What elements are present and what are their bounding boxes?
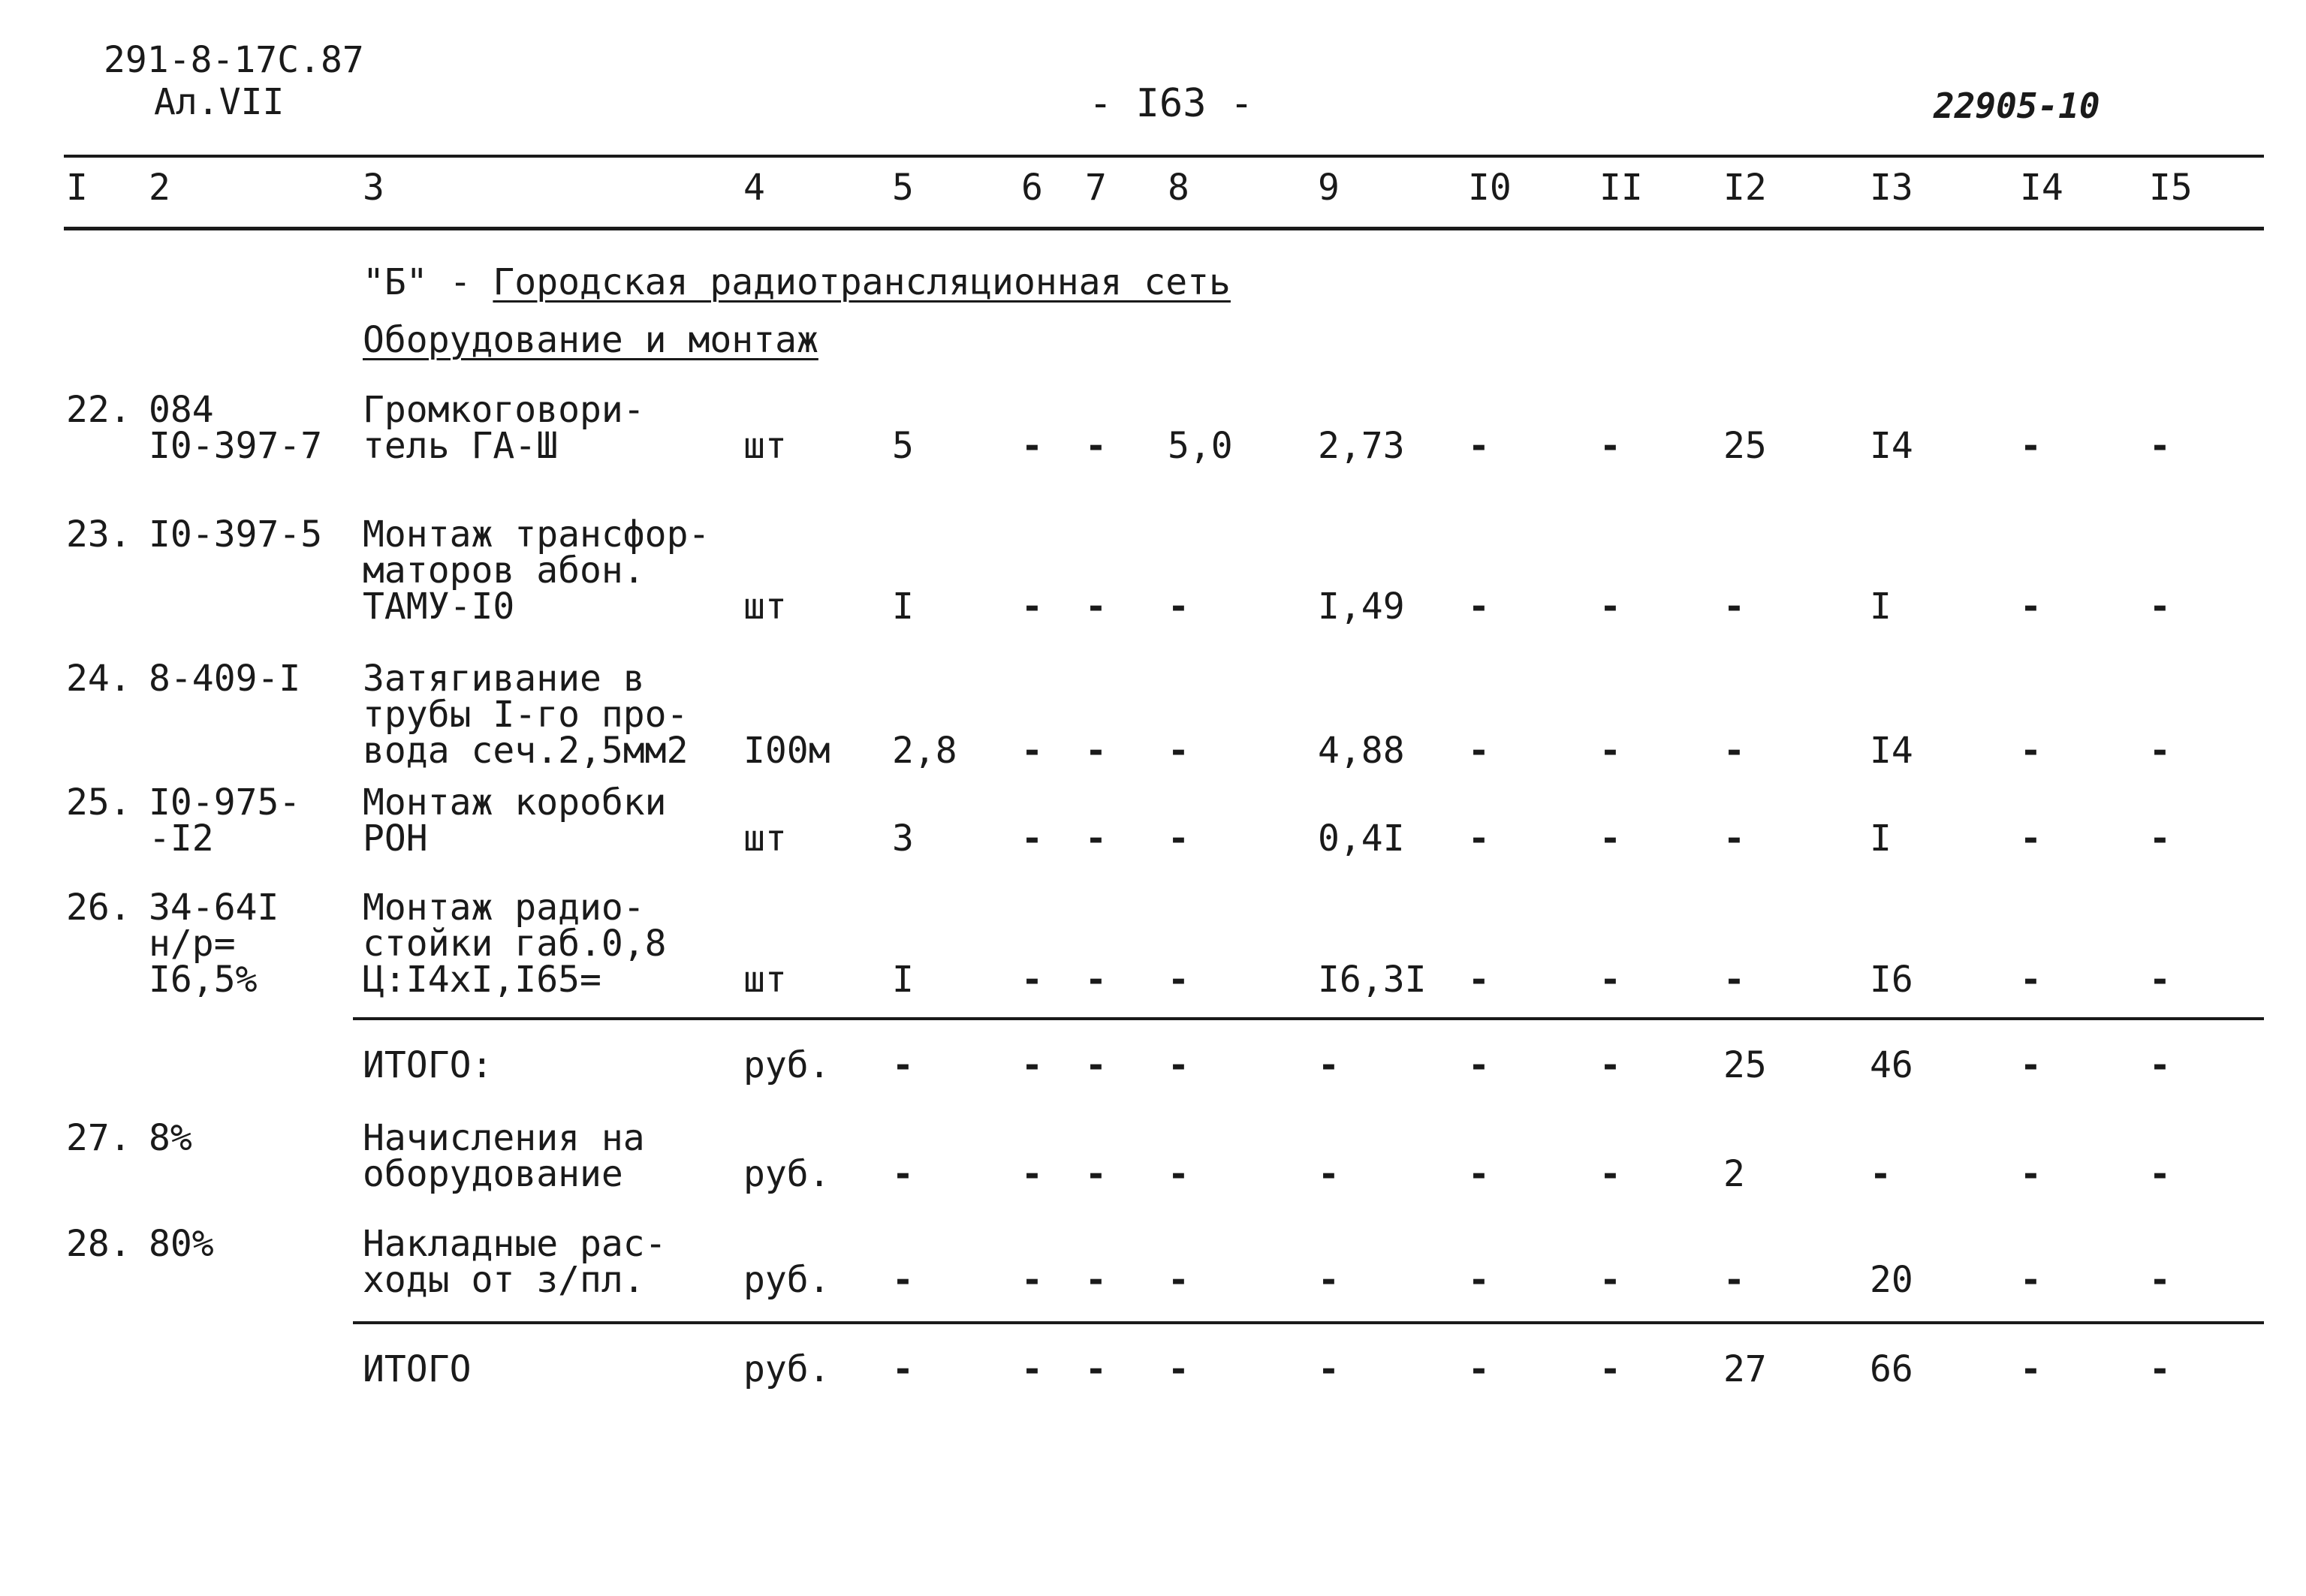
cell-col-11: - [1599, 1153, 1621, 1195]
cell-col-13: 20 [1870, 1259, 1913, 1301]
cell-col-14: - [2020, 818, 2042, 860]
column-number-12: I2 [1723, 167, 1767, 209]
cell-col-1: 25. [66, 781, 131, 824]
cell-col-8: - [1168, 730, 1189, 772]
cell-col-14: - [2020, 1153, 2042, 1195]
cell-col-12: 25 [1723, 1044, 1767, 1086]
cell-col-2: 80% [149, 1223, 214, 1265]
cell-col-14: - [2020, 425, 2042, 467]
cell-col-8: - [1168, 1044, 1189, 1086]
cell-col-6: - [1021, 425, 1043, 467]
cell-col-13: I [1870, 586, 1892, 628]
cell-col-7: - [1085, 1348, 1107, 1390]
cell-col-14: - [2020, 1259, 2042, 1301]
cell-col-9: I,49 [1318, 586, 1405, 628]
cell-col-1: 22. [66, 389, 131, 431]
cell-col-3: Монтаж трансфор- маторов абон. ТАМУ-I0 [363, 513, 710, 628]
cell-col-5: - [892, 1153, 914, 1195]
cell-col-15: - [2149, 818, 2171, 860]
cell-col-4: шт [743, 425, 787, 467]
cell-col-1: 23. [66, 513, 131, 556]
album-label: Ал.VII [154, 81, 285, 123]
cell-col-7: - [1085, 959, 1107, 1001]
cell-col-4: руб. [743, 1153, 830, 1195]
cell-col-8: - [1168, 959, 1189, 1001]
page-number: - I63 - [1089, 81, 1254, 126]
cell-col-3: ИТОГО [363, 1348, 472, 1390]
cell-col-1: 28. [66, 1223, 131, 1265]
column-number-3: 3 [363, 167, 384, 209]
cell-col-4: руб. [743, 1044, 830, 1086]
cell-col-15: - [2149, 1259, 2171, 1301]
cell-col-9: 0,4I [1318, 818, 1405, 860]
cell-col-6: - [1021, 959, 1043, 1001]
cell-col-11: - [1599, 586, 1621, 628]
cell-col-11: - [1599, 1259, 1621, 1301]
column-number-9: 9 [1318, 167, 1340, 209]
column-number-6: 6 [1021, 167, 1043, 209]
cell-col-2: 8-409-I [149, 658, 301, 700]
section-title-text: Городская радиотрансляционная сеть [493, 261, 1231, 303]
cell-col-7: - [1085, 730, 1107, 772]
cell-col-2: I0-397-5 [149, 513, 323, 556]
cell-col-8: - [1168, 1259, 1189, 1301]
cell-col-10: - [1468, 1044, 1490, 1086]
cell-col-11: - [1599, 1044, 1621, 1086]
cell-col-8: - [1168, 818, 1189, 860]
cell-col-15: - [2149, 730, 2171, 772]
cell-col-15: - [2149, 1044, 2171, 1086]
column-number-8: 8 [1168, 167, 1189, 209]
cell-col-4: шт [743, 959, 787, 1001]
cell-col-10: - [1468, 425, 1490, 467]
cell-col-6: - [1021, 1153, 1043, 1195]
cell-col-2: 34-64I н/р= I6,5% [149, 887, 279, 1001]
cell-col-8: - [1168, 1153, 1189, 1195]
column-number-13: I3 [1870, 167, 1913, 209]
cell-col-1: 26. [66, 887, 131, 929]
column-number-5: 5 [892, 167, 914, 209]
cell-col-5: 3 [892, 818, 914, 860]
column-number-11: II [1599, 167, 1643, 209]
cell-col-6: - [1021, 730, 1043, 772]
cell-col-6: - [1021, 1348, 1043, 1390]
cell-col-7: - [1085, 1153, 1107, 1195]
column-number-15: I5 [2149, 167, 2193, 209]
cell-col-6: - [1021, 1044, 1043, 1086]
cell-col-13: - [1870, 1153, 1892, 1195]
cell-col-13: I4 [1870, 425, 1913, 467]
header-bottom-rule [64, 227, 2264, 230]
cell-col-3: Монтаж радио- стойки габ.0,8 Ц:I4xI,I65= [363, 887, 667, 1001]
doc-stamp: 22905-10 [1934, 86, 2100, 126]
section-subtitle: Оборудование и монтаж [363, 319, 818, 361]
cell-col-15: - [2149, 1153, 2171, 1195]
cell-col-9: 2,73 [1318, 425, 1405, 467]
cell-col-7: - [1085, 586, 1107, 628]
cell-col-3: Затягивание в трубы I-го про- вода сеч.2,5мм2 [363, 658, 689, 772]
cell-col-7: - [1085, 1259, 1107, 1301]
cell-col-10: - [1468, 1259, 1490, 1301]
cell-col-4: шт [743, 586, 787, 628]
cell-col-4: руб. [743, 1348, 830, 1390]
cell-col-6: - [1021, 1259, 1043, 1301]
cell-col-10: - [1468, 730, 1490, 772]
cell-col-4: руб. [743, 1259, 830, 1301]
cell-col-11: - [1599, 730, 1621, 772]
column-number-2: 2 [149, 167, 170, 209]
cell-col-5: 5 [892, 425, 914, 467]
cell-col-5: 2,8 [892, 730, 957, 772]
cell-col-2: I0-975- -I2 [149, 781, 301, 860]
section-title [363, 261, 1231, 303]
cell-col-10: - [1468, 1153, 1490, 1195]
cell-col-8: - [1168, 586, 1189, 628]
cell-col-5: I [892, 959, 914, 1001]
total-rule-2 [353, 1321, 2264, 1324]
cell-col-5: I [892, 586, 914, 628]
cell-col-14: - [2020, 1044, 2042, 1086]
cell-col-12: - [1723, 959, 1745, 1001]
cell-col-12: - [1723, 818, 1745, 860]
cell-col-3: Начисления на оборудование [363, 1117, 645, 1195]
cell-col-2: 084 I0-397-7 [149, 389, 323, 467]
cell-col-12: 25 [1723, 425, 1767, 467]
cell-col-9: - [1318, 1348, 1340, 1390]
cell-col-9: - [1318, 1259, 1340, 1301]
cell-col-13: I4 [1870, 730, 1913, 772]
cell-col-15: - [2149, 586, 2171, 628]
cell-col-14: - [2020, 959, 2042, 1001]
cell-col-11: - [1599, 1348, 1621, 1390]
cell-col-10: - [1468, 1348, 1490, 1390]
cell-col-9: 4,88 [1318, 730, 1405, 772]
cell-col-10: - [1468, 818, 1490, 860]
cell-col-12: - [1723, 1259, 1745, 1301]
cell-col-15: - [2149, 1348, 2171, 1390]
cell-col-6: - [1021, 818, 1043, 860]
cell-col-11: - [1599, 818, 1621, 860]
column-number-10: I0 [1468, 167, 1512, 209]
cell-col-7: - [1085, 425, 1107, 467]
cell-col-8: - [1168, 1348, 1189, 1390]
cell-col-6: - [1021, 586, 1043, 628]
cell-col-14: - [2020, 586, 2042, 628]
column-number-1: I [66, 167, 88, 209]
cell-col-5: - [892, 1259, 914, 1301]
cell-col-13: I [1870, 818, 1892, 860]
section-title-prefix: "Б" - [363, 261, 493, 303]
cell-col-3: Монтаж коробки РОН [363, 781, 667, 860]
cell-col-10: - [1468, 586, 1490, 628]
cell-col-2: 8% [149, 1117, 192, 1159]
cell-col-9: - [1318, 1044, 1340, 1086]
doc-code: 291-8-17С.87 [104, 39, 364, 81]
cell-col-13: 46 [1870, 1044, 1913, 1086]
cell-col-7: - [1085, 1044, 1107, 1086]
column-number-4: 4 [743, 167, 765, 209]
cell-col-1: 24. [66, 658, 131, 700]
cell-col-3: Громкоговори- тель ГА-Ш [363, 389, 645, 467]
cell-col-5: - [892, 1348, 914, 1390]
cell-col-9: - [1318, 1153, 1340, 1195]
cell-col-14: - [2020, 730, 2042, 772]
cell-col-12: - [1723, 730, 1745, 772]
cell-col-10: - [1468, 959, 1490, 1001]
cell-col-15: - [2149, 959, 2171, 1001]
cell-col-3: Накладные рас- ходы от з/пл. [363, 1223, 667, 1301]
cell-col-11: - [1599, 959, 1621, 1001]
cell-col-3: ИТОГО: [363, 1044, 493, 1086]
cell-col-5: - [892, 1044, 914, 1086]
cell-col-8: 5,0 [1168, 425, 1233, 467]
cell-col-4: шт [743, 818, 787, 860]
cell-col-7: - [1085, 818, 1107, 860]
cell-col-14: - [2020, 1348, 2042, 1390]
header-top-rule [64, 155, 2264, 158]
cell-col-4: I00м [743, 730, 830, 772]
cell-col-13: I6 [1870, 959, 1913, 1001]
column-number-7: 7 [1085, 167, 1107, 209]
column-number-14: I4 [2020, 167, 2063, 209]
cell-col-15: - [2149, 425, 2171, 467]
cell-col-9: I6,3I [1318, 959, 1427, 1001]
cell-col-13: 66 [1870, 1348, 1913, 1390]
cell-col-11: - [1599, 425, 1621, 467]
cell-col-12: - [1723, 586, 1745, 628]
cell-col-12: 27 [1723, 1348, 1767, 1390]
cell-col-1: 27. [66, 1117, 131, 1159]
cell-col-12: 2 [1723, 1153, 1745, 1195]
total-rule-1 [353, 1017, 2264, 1020]
